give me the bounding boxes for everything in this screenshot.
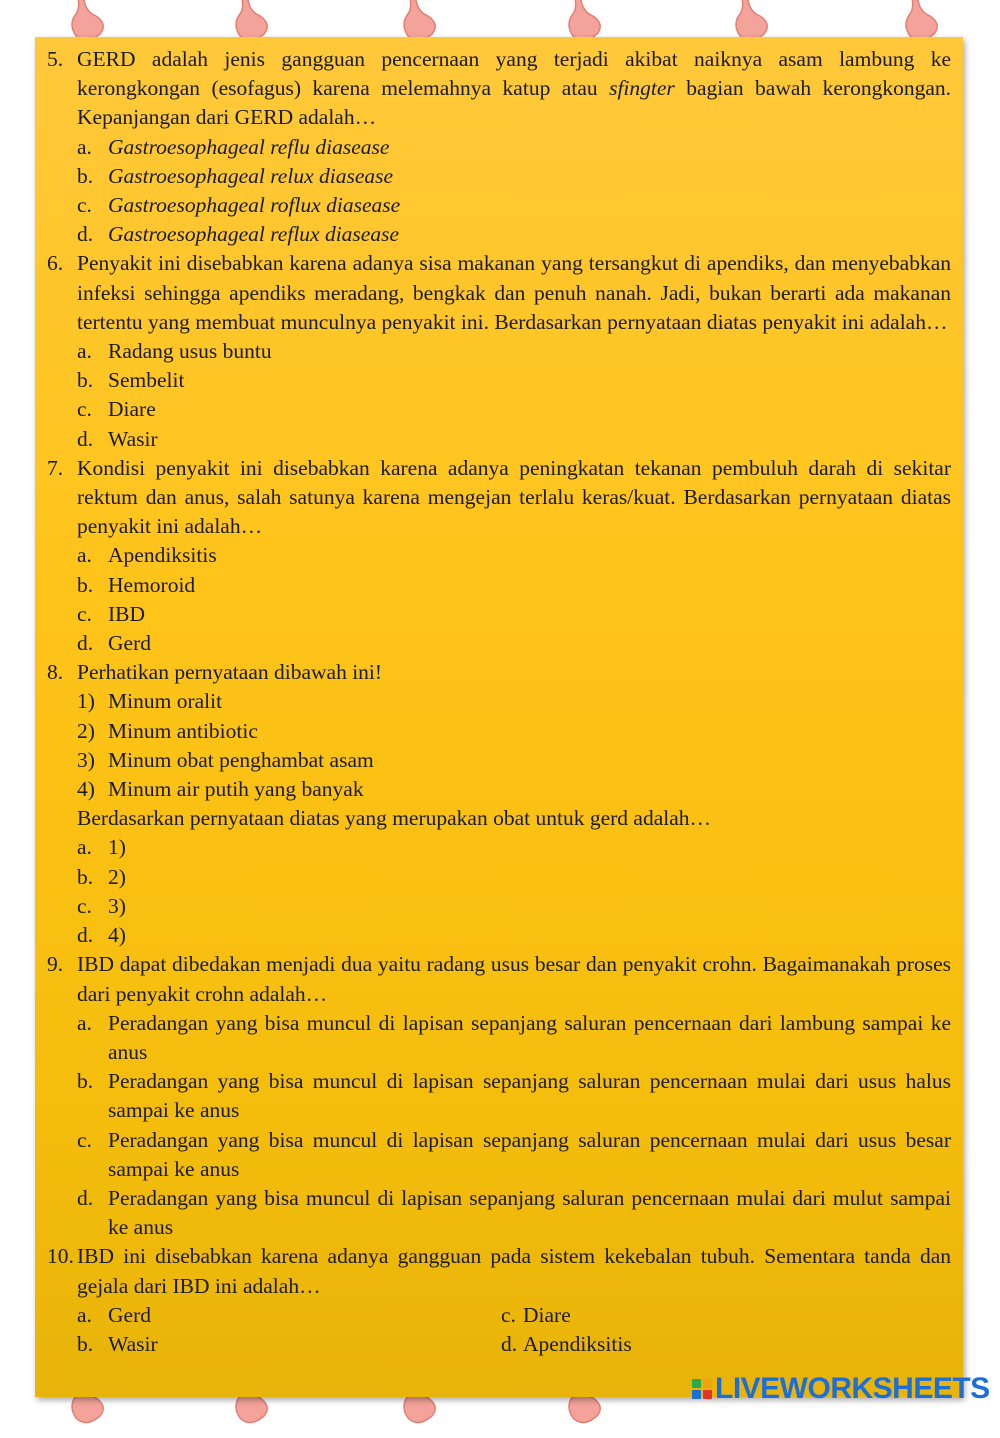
question-text-part: GERD adalah jenis gangguan pencernaan yang terjadi akibat naiknya asam lambung ke kerongkongan (esofagus) karena melemahnya katup atau bbox=[77, 47, 951, 101]
option-text: Apendiksitis bbox=[108, 543, 217, 568]
answer-option[interactable] bbox=[77, 1009, 951, 1067]
answer-option[interactable] bbox=[77, 366, 951, 395]
answer-option[interactable] bbox=[77, 921, 951, 950]
statement-item bbox=[77, 687, 951, 716]
statement-text: Minum obat penghambat asam bbox=[108, 747, 374, 772]
option-row bbox=[77, 1301, 951, 1330]
statement-item bbox=[77, 746, 951, 775]
question-number: 5. bbox=[47, 47, 64, 71]
statement-label: 3) bbox=[77, 747, 95, 772]
answer-option[interactable] bbox=[77, 833, 951, 862]
option-label: a. bbox=[77, 835, 92, 860]
option-label: b. bbox=[77, 572, 94, 597]
question-8 bbox=[47, 658, 951, 687]
option-text: Sembelit bbox=[108, 368, 185, 393]
answer-option[interactable] bbox=[77, 220, 951, 249]
statement-label: 1) bbox=[77, 689, 95, 714]
liveworksheets-logo bbox=[692, 1372, 990, 1406]
option-text: Gastroesophageal roflux diasease bbox=[108, 193, 401, 218]
option-text: 4) bbox=[108, 923, 126, 948]
answer-option[interactable] bbox=[77, 629, 951, 658]
question-text: Penyakit ini disebabkan karena adanya sisa makanan yang tersangkut di apendiks, dan menyebabkan infeksi sehingga apendiks meradang, bengkak dan penuh nanah. Jadi, bukan berarti ada makanan tertentu yang membuat munculnya penyakit ini. Berdasarkan pernyataan diatas penyakit ini adalah… bbox=[77, 251, 951, 334]
option-label: d. bbox=[77, 923, 94, 948]
answer-option[interactable] bbox=[77, 600, 951, 629]
answer-option[interactable] bbox=[501, 1330, 632, 1359]
statement-label: 2) bbox=[77, 718, 95, 743]
answer-option[interactable] bbox=[77, 162, 951, 191]
option-label: a. bbox=[77, 339, 92, 364]
question-9 bbox=[47, 950, 951, 1008]
answer-option[interactable] bbox=[77, 337, 951, 366]
question-stem: Berdasarkan pernyataan diatas yang merupakan obat untuk gerd adalah… bbox=[77, 806, 711, 831]
answer-option[interactable] bbox=[77, 133, 951, 162]
answer-option[interactable] bbox=[501, 1301, 571, 1330]
option-label: a. bbox=[77, 1010, 92, 1035]
question-number: 8. bbox=[47, 660, 64, 685]
option-label: c. bbox=[77, 193, 92, 218]
answer-option[interactable] bbox=[77, 425, 951, 454]
liveworksheets-mark-icon bbox=[692, 1379, 712, 1399]
answer-option[interactable] bbox=[77, 571, 951, 600]
option-text: 1) bbox=[108, 835, 126, 860]
option-text: Peradangan yang bisa muncul di lapisan sepanjang saluran pencernaan mulai dari usus besar sampai ke anus bbox=[108, 1127, 951, 1181]
statement-text: Minum oralit bbox=[108, 689, 223, 714]
question-7 bbox=[47, 454, 951, 542]
question-list bbox=[47, 45, 951, 1359]
answer-option[interactable] bbox=[77, 1330, 501, 1359]
statement-text: Minum antibiotic bbox=[108, 718, 258, 743]
answer-option[interactable] bbox=[77, 1067, 951, 1125]
question-text-part: bagian bawah kerongkongan. Kepanjangan dari GERD adalah… bbox=[77, 76, 952, 130]
answer-option[interactable] bbox=[77, 892, 951, 921]
option-label: b. bbox=[77, 1069, 94, 1094]
option-text: 2) bbox=[108, 864, 126, 889]
worksheet-card bbox=[35, 37, 963, 1397]
statement-item bbox=[77, 775, 951, 804]
option-label: c. bbox=[77, 893, 92, 918]
option-row bbox=[77, 1330, 951, 1359]
option-label: d. bbox=[77, 1185, 94, 1210]
option-label: c. bbox=[77, 1127, 92, 1152]
option-text: Apendiksitis bbox=[523, 1331, 632, 1356]
question-text-italic: sfingter bbox=[609, 76, 675, 101]
option-label: b. bbox=[77, 864, 94, 889]
option-text: Gastroesophageal relux diasease bbox=[108, 163, 394, 188]
option-text: Diare bbox=[108, 397, 156, 422]
answer-option[interactable] bbox=[77, 1301, 501, 1330]
question-10 bbox=[47, 1242, 951, 1300]
watermark-text: LIVEWORKSHEETS bbox=[715, 1372, 990, 1405]
option-text: Gerd bbox=[108, 1302, 151, 1327]
option-text: Gerd bbox=[108, 631, 151, 656]
option-label: d. bbox=[77, 631, 94, 656]
answer-option[interactable] bbox=[77, 863, 951, 892]
option-label: d. bbox=[77, 222, 94, 247]
option-label: b. bbox=[77, 1331, 94, 1356]
option-label: c. bbox=[501, 1302, 516, 1327]
option-text: 3) bbox=[108, 893, 126, 918]
option-label: a. bbox=[77, 543, 92, 568]
question-5 bbox=[47, 45, 951, 133]
option-label: c. bbox=[77, 601, 92, 626]
question-number: 7. bbox=[47, 455, 64, 480]
option-text: Radang usus buntu bbox=[108, 339, 272, 364]
option-label: b. bbox=[77, 163, 94, 188]
question-number: 9. bbox=[47, 952, 64, 977]
option-text: Hemoroid bbox=[108, 572, 196, 597]
option-text: Gastroesophageal reflu diasease bbox=[108, 134, 390, 159]
question-number: 10. bbox=[47, 1244, 74, 1269]
answer-option[interactable] bbox=[77, 395, 951, 424]
option-label: d. bbox=[501, 1331, 518, 1356]
option-text: Peradangan yang bisa muncul di lapisan sepanjang saluran pencernaan mulai dari mulut sampai ke anus bbox=[108, 1185, 951, 1240]
answer-option[interactable] bbox=[77, 1126, 951, 1184]
option-text: Peradangan yang bisa muncul di lapisan sepanjang saluran pencernaan mulai dari usus halus sampai ke anus bbox=[108, 1069, 951, 1123]
question-text: IBD dapat dibedakan menjadi dua yaitu radang usus besar dan penyakit crohn. Bagaimanakah proses dari penyakit crohn adalah… bbox=[77, 952, 951, 1006]
answer-option[interactable] bbox=[77, 1184, 951, 1242]
option-label: b. bbox=[77, 368, 94, 393]
question-text: Kondisi penyakit ini disebabkan karena adanya peningkatan tekanan pembuluh darah di sekitar rektum dan anus, salah satunya karena mengejan terlalu keras/kuat. Berdasarkan pernyataan diatas penyakit ini adalah… bbox=[77, 455, 951, 539]
option-text: Diare bbox=[523, 1302, 571, 1327]
option-label: c. bbox=[77, 397, 92, 422]
question-text bbox=[77, 45, 951, 133]
option-text: Gastroesophageal reflux diasease bbox=[108, 222, 400, 247]
answer-option[interactable] bbox=[77, 191, 951, 220]
option-text: Peradangan yang bisa muncul di lapisan sepanjang saluran pencernaan dari lambung sampai ke anus bbox=[108, 1010, 951, 1064]
question-number: 6. bbox=[47, 251, 64, 276]
option-label: d. bbox=[77, 426, 94, 451]
question-text: Perhatikan pernyataan dibawah ini! bbox=[77, 660, 383, 685]
statement-item bbox=[77, 717, 951, 746]
option-text: IBD bbox=[108, 601, 146, 626]
question-6 bbox=[47, 249, 951, 337]
statement-text: Minum air putih yang banyak bbox=[108, 777, 364, 802]
option-text: Wasir bbox=[108, 426, 158, 451]
option-label: a. bbox=[77, 1302, 92, 1327]
option-label: a. bbox=[77, 134, 92, 159]
question-text: IBD ini disebabkan karena adanya gangguan pada sistem kekebalan tubuh. Sementara tanda dan gejala dari IBD ini adalah… bbox=[77, 1244, 951, 1298]
option-text: Wasir bbox=[108, 1331, 158, 1356]
statement-label: 4) bbox=[77, 777, 95, 802]
answer-option[interactable] bbox=[77, 541, 951, 570]
